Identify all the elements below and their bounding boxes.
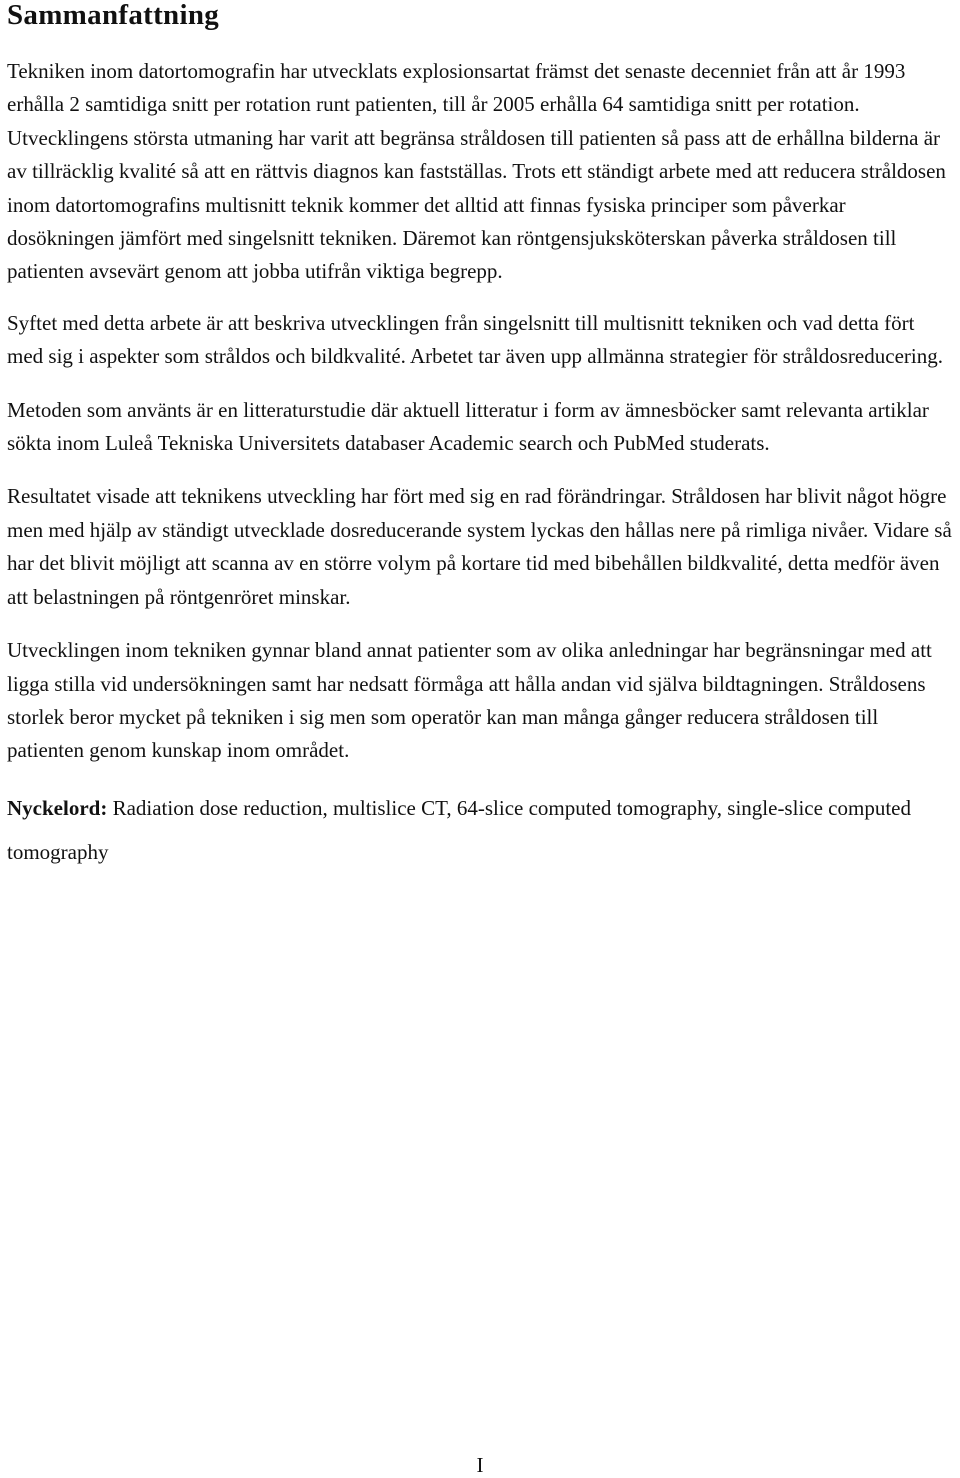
summary-paragraph: Tekniken inom datortomografin har utvecklats explosionsartat främst det senaste decenniet från att år 1993 erhålla 2 samtidiga snitt per rotation runt patienten, till år 2005 erhålla 64 samtidiga snitt per rotation. Utvecklingens största utmaning har varit att begränsa stråldosen till patienten så pass att de erhållna bilderna är av tillräcklig kvalité så att en rättvis diagnos kan fastställas. Trots ett ständigt arbete med att reducera stråldosen inom datortomografins multisnitt teknik kommer det alltid att finnas fysiska principer som påverkar dosökningen jämfört med singelsnitt tekniken. Däremot kan röntgensjuksköterskan påverka stråldosen till patienten avsevärt genom att jobba utifrån viktiga begrepp. <box>7 59 946 284</box>
keywords-line <box>7 786 953 874</box>
keywords-label: Nyckelord: <box>7 795 108 820</box>
page-number: I <box>476 1453 484 1477</box>
result-paragraph: Resultatet visade att teknikens utveckling har fört med sig en rad förändringar. Stråldosen har blivit något högre men med hjälp av ständigt utvecklade dosreducerande system lyckas den hållas nere på rimliga nivåer. Vidare så har det blivit möjligt att scanna av en större volym på kortare tid med bibehållen bildkvalité, detta medför även att belastningen på röntgenröret minskar. <box>7 484 952 609</box>
keywords-text: Radiation dose reduction, multislice CT, 64-slice computed tomography, single-slice computed tomography <box>7 795 911 864</box>
method-paragraph: Metoden som använts är en litteraturstudie där aktuell litteratur i form av ämnesböcker samt relevanta artiklar sökta inom Luleå Tekniska Universitets databaser Academic search och PubMed studerats. <box>7 397 929 456</box>
conclusion-paragraph: Utvecklingen inom tekniken gynnar bland annat patienter som av olika anledningar har begränsningar med att ligga stilla vid undersökningen samt har nedsatt förmåga att hålla andan vid själva bildtagningen. Stråldosens storlek beror mycket på tekniken i sig men som operatör kan man många gånger reducera stråldosen till patienten genom kunskap inom området. <box>7 638 932 763</box>
section-title: Sammanfattning <box>7 0 220 31</box>
purpose-paragraph: Syftet med detta arbete är att beskriva utvecklingen från singelsnitt till multisnitt tekniken och vad detta fört med sig i aspekter som stråldos och bildkvalité. Arbetet tar även upp allmänna strategier för stråldosreducering. <box>7 310 943 369</box>
document-page <box>7 0 953 874</box>
